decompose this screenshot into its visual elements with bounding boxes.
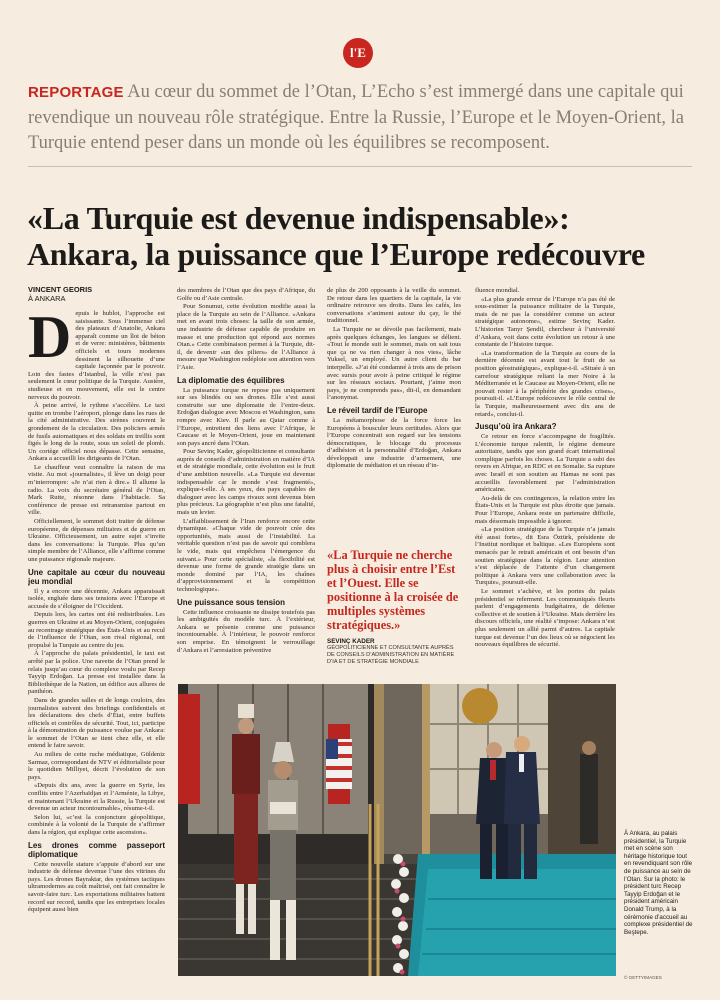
- photo-illustration: [178, 684, 616, 976]
- pull-quote-role: GÉOPOLITICIENNE ET CONSULTANTE AUPRÈS DE CONSEILS D’ADMINISTRATION EN MATIÈRE D’IA ET DE STRATÉGIE MONDIALE: [327, 645, 455, 665]
- subheading: Jusqu’où ira Ankara?: [475, 422, 557, 432]
- headline-line-2: Ankara, la puissance que l’Europe redécouvre: [27, 236, 645, 272]
- photo-credit: © GETTYIMAGES: [624, 975, 662, 980]
- photo-caption-text: À Ankara, au palais présidentiel, la Turquie met en scène son héritage historique tout en revendiquant son rôle de puissance au sein de l’Otan. Sur la photo: le président turc Recep Tayyip Erdoğan et le président américain Donald Trump, à la cérémonie d’accueil au complexe présidentiel de Beştepe.: [624, 830, 693, 936]
- paragraph: Officiellement, le sommet doit traiter de défense européenne, de dépenses militaires et de guerre en Ukraine. Officieusement, un autre sujet s’invite dans les conversations: la Turquie. Plus qu’un simple membre de l’Alliance, elle s’affirme comme une puissance régionale majeure.: [28, 518, 165, 563]
- paragraph: Cette nouvelle stature s’appuie d’abord sur une industrie de défense devenue l’une des vitrines du pays. Les drones Bayraktar, des systèmes tactiques ultramodernes au coût maîtrisé, ont fait connaître le savoir-faire turc. Les exportations militaires battent record sur record, tandis que les entreprises locales équipent aussi bien: [28, 860, 165, 914]
- paragraph: des membres de l’Otan que des pays d’Afrique, du Golfe ou d’Asie centrale.: [177, 287, 315, 302]
- subheading: La diplomatie des équilibres: [177, 375, 285, 385]
- paragraph: de plus de 200 opposants à la veille du sommet. De retour dans les quartiers de la capitale, la vie ordinaire retrouve ses droits. Dans les cafés, les conversations s’animent autour du çay, le thé traditionnel.: [327, 287, 461, 325]
- article-column-2: [177, 287, 315, 677]
- kicker-label: REPORTAGE: [28, 84, 124, 101]
- paragraph: «La plus grande erreur de l’Europe n’a pas été de sous-estimer la puissance militaire de la Turquie, mais de ne pas la considérer comme un acteur stratégique autonome», estime Sevinç Kader. L’historien Tanyr Şendil, chercheur à l’université d’Ankara, voit dans cette évolution un retour à une constante de l’histoire turque.: [475, 295, 615, 349]
- standfirst: [28, 80, 696, 157]
- paragraph: «La transformation de la Turquie au cours de la dernière décennie est avant tout le fruit de sa position géostratégique», explique-t-il. «Située à un carrefour stratégique reliant la mer Noire à la Méditerranée et le Caucase au Moyen-Orient, elle ne pouvait rester à la périphérie des grandes crises», poursuit-il. «L’Europe redécouvre le rôle central de la Turquie, malheureusement avec dix ans de retard», conclut-il.: [475, 349, 615, 418]
- standfirst-text: Au cœur du sommet de l’Otan, L’Echo s’est immergé dans une capitale qui revendique un nouveau rôle stratégique. Entre la Russie, l’Europe et le Moyen-Orient, la Turquie entend peser dans un monde où les équilibres se recomposent.: [28, 82, 685, 153]
- paragraph: Depuis lors, les cartes ont été redistribuées. Les guerres en Ukraine et au Moyen-Orient, conjuguées au recentrage stratégique des États-Unis et au recul de l’influence de l’Otan, son rival régional, ont propulsé la Turquie au centre du jeu.: [28, 611, 165, 649]
- paragraph: À peine arrivé, le rythme s’accélère. Le taxi quitte en trombe l’aéroport, plonge dans les rues de la cité administrative. Des sirènes couvrent le grondement de la circulation. Des policiers armés de fusils automatiques et des soldats en treillis sont figés le long de la route, sous un soleil de plomb. Un cortège officiel nous dépasse. Cette semaine, Ankara a accueilli les dirigeants de l’Otan.: [28, 402, 165, 463]
- paragraph: fluence mondial.: [475, 287, 520, 294]
- article-column-1: [28, 310, 165, 990]
- dateline: À ANKARA: [28, 294, 66, 303]
- paragraph: «La position stratégique de la Turquie n’a jamais été aussi forte», dit Esra Öztürk, présidente de l’Institut nordique et baltique. «Les Européens sont menacés par le retrait américain et ont besoin d’un soutien stratégique dans la région. Leur attention s’est déplacée de l’attente d’un changement politique à Ankara vers une collaboration avec la Turquie», poursuit-elle.: [475, 526, 615, 587]
- paragraph: La métamorphose de la force force les Européens à bousculer leurs certitudes. Alors que l’Europe concentrait son regard sur les tensions démocratiques, le blocage du processus d’adhésion et la personnalité d’Erdoğan, Ankara développait une industrie d’armement, une diplomatie de médiation et un réseau d’in-: [327, 416, 461, 470]
- divider: [28, 166, 692, 167]
- paragraph: Il y a encore une décennie, Ankara apparaissait isolée, engluée dans ses tensions avec l’Europe et accusée de s’éloigner de l’Occident.: [28, 587, 165, 610]
- article-column-4: [475, 287, 615, 677]
- paragraph: Au milieu de cette ruche médiatique, Güldeniz Sarmaz, correspondant de NTV et éditorialiste pour le quotidien Milliyet, décrit l’évolution de son pays.: [28, 751, 165, 781]
- paragraph: Dans de grandes salles et de longs couloirs, des journalistes suivent des briefings confidentiels et les déclarations des chefs d’État, entre buffets officiels et contrôles de sécurité. Tout, ici, participe à la démonstration de puissance voulue par Ankara: le sommet de l’Otan se tient chez elle, et elle entend le faire savoir.: [28, 696, 165, 750]
- pull-quote-author: SEVINÇ KADER: [327, 638, 375, 645]
- photo-caption: [624, 830, 694, 936]
- article-photo: [178, 684, 616, 976]
- paragraph: Pour Sonumut, cette évolution modifie aussi la place de la Turquie au sein de l’Alliance. «Ankara met en avant trois choses: la taille de son armée, une industrie de défense capable de produire en masse et une production qui répond aux normes Otan.» Cette combinaison permet à la Turquie, dit-il, de devenir «un des piliers» de l’Alliance à mesure que Washington redéploie son attention vers l’Asie.: [177, 303, 315, 371]
- paragraph: Cette influence croissante ne dissipe toutefois pas les ambiguïtés du modèle turc. À l’extérieur, Ankara se présente comme une puissance incontournable. À l’intérieur, le pouvoir renforce son emprise. En témoignent le verrouillage d’Ankara et l’arrestation préventive: [177, 608, 315, 654]
- paragraph: Au-delà de ces contingences, la relation entre les États-Unis et la Turquie est plus étroite que jamais. Pour l’Europe, Ankara reste un partenaire difficile, mais désormais impossible à ignorer.: [475, 494, 615, 525]
- paragraph: Le sommet s’achève, et les portes du palais présidentiel se referment. Les communiqués fleuris parlent d’engagements budgétaires, de défense collective et de soutien à l’Ukraine. Mais derrière les discours officiels, une réalité s’impose: Ankara n’est plus seulement un allié parmi d’autres. La capitale turque est devenue l’un des lieux où se négocient les nouveaux équilibres de sécurité.: [475, 587, 615, 649]
- paragraph: La Turquie ne se dévoile pas facilement, mais après quelques échanges, les langues se délient. «Tout le monde suit le sommet, mais on sait tous que ça ne va rien changer à nos vies», lâche Yuksel, un employé. Un autre client du bar interpelle. «J’ai été condamné à trois ans de prison avec sursis pour avoir à peine critiqué le régime sur les réseaux sociaux. Pourtant, j’aime mon pays, je ne comprends pas», dit-il, en demandant l’anonymat.: [327, 325, 461, 402]
- headline-line-1: «La Turquie est devenue indispensable»:: [27, 200, 570, 236]
- pull-quote: [327, 548, 460, 666]
- subheading: Le réveil tardif de l’Europe: [327, 405, 428, 415]
- headline: [27, 200, 707, 272]
- byline: [28, 285, 92, 303]
- subheading: Les drones comme passeport diplomatique: [28, 840, 165, 859]
- subheading: Une capitale au cœur du nouveau jeu mondial: [28, 567, 165, 586]
- paragraph: Pour Sevinç Kader, géopoliticienne et consultante auprès de conseils d’administration en matière d’IA et de stratégie mondiale, cette évolution est le fruit d’une ambition nouvelle. «La Turquie est devenue indispensable car le monde s’est fragmenté», explique-t-elle. À ses yeux, des pays capables de dialoguer avec les camps rivaux sont devenus bien plus précieux. La géographie n’est plus une fatalité, mais un levier.: [177, 448, 315, 517]
- paragraph: epuis le hublot, l’approche est saisissante. Sous l’immense ciel des plateaux d’Anatolie, Ankara apparaît comme un îlot de béton et de verre: ministères, bâtiments officiels et tours modernes dessinent la silhouette d’une capitale façonnée par le pouvoir. Loin des fastes d’Istanbul, la ville n’est pas seulement le cœur politique de la Turquie. Austère, studieuse et en mouvement, elle est le centre nerveux du pouvoir.: [28, 310, 165, 401]
- paragraph: Selon lui, «c’est la conjoncture géopolitique, combinée à la volonté de la Turquie de s’affirmer dans la région, qui explique cette ascension».: [28, 813, 165, 836]
- pull-quote-text: «La Turquie ne cherche plus à choisir entre l’Est et l’Ouest. Elle se positionne à la croisée de multiples systèmes stratégiques.»: [327, 548, 459, 632]
- paragraph: À l’approche du palais présidentiel, le taxi est arrêté par la police. Une navette de l’Otan prend le relais jusqu’au cœur du complexe voulu par Recep Tayyip Erdoğan. La presse est installée dans la Bibliothèque de la Nation, un édifice aux allures de panthéon.: [28, 650, 165, 696]
- paragraph: «Depuis dix ans, avec la guerre en Syrie, les conflits entre l’Azerbaïdjan et l’Arménie, la Libye, et maintenant l’Ukraine et la Russie, la Turquie est devenue un acteur incontournable», résume-t-il.: [28, 782, 165, 813]
- masthead-logo: l'E: [343, 38, 373, 68]
- drop-cap: D: [28, 310, 72, 370]
- paragraph: L’affaiblissement de l’Iran renforce encore cette dynamique. «Chaque vide de pouvoir crée des opportunités, mais aussi de l’instabilité. La véritable question n’est pas de savoir qui comblera le vide, mais qui empêchera l’émergence du suivant.» Pour cette spécialiste, «la flexibilité est devenue une forme de grande stratégie dans un monde dominé par l’IA, les chaînes d’approvisionnement et la compétition technologique».: [177, 517, 315, 593]
- paragraph: Le chauffeur veut connaître la raison de ma visite. Au mot «journaliste», il lève un doigt pour m’interrompre: «Je n’ai rien à dire.» Il allume la radio. La voix du secrétaire général de l’Otan, Mark Rutte, résonne dans l’habitacle. Sa conférence de presse est retransmise partout en ville.: [28, 463, 165, 517]
- paragraph: La puissance turque ne repose pas uniquement sur ses blindés ou ses drones. Elle s’est aussi construite sur une diplomatie de l’entre-deux. Erdoğan dialogue avec Moscou et Washington, sans rompre avec Kiev. Il parle au Qatar comme à l’Europe, entretient des liens avec l’Afrique, le Caucase et le Moyen-Orient, joue en maintenant son pays ancré dans l’Otan.: [177, 386, 315, 447]
- author-name: VINCENT GEORIS: [28, 285, 93, 294]
- paragraph: Ce retour en force s’accompagne de fragilités. L’économie turque ralentit, le régime demeure autoritaire, tandis que son grand écart international complique parfois les choses. La Turquie a subi des revers en Afrique, en RDC et en Somalie. Sa rupture avec Israël et son soutien au Hamas ne sont pas accueillis favorablement par l’administration américaine.: [475, 433, 615, 494]
- subheading: Une puissance sous tension: [177, 597, 286, 607]
- article-column-3: [327, 287, 461, 537]
